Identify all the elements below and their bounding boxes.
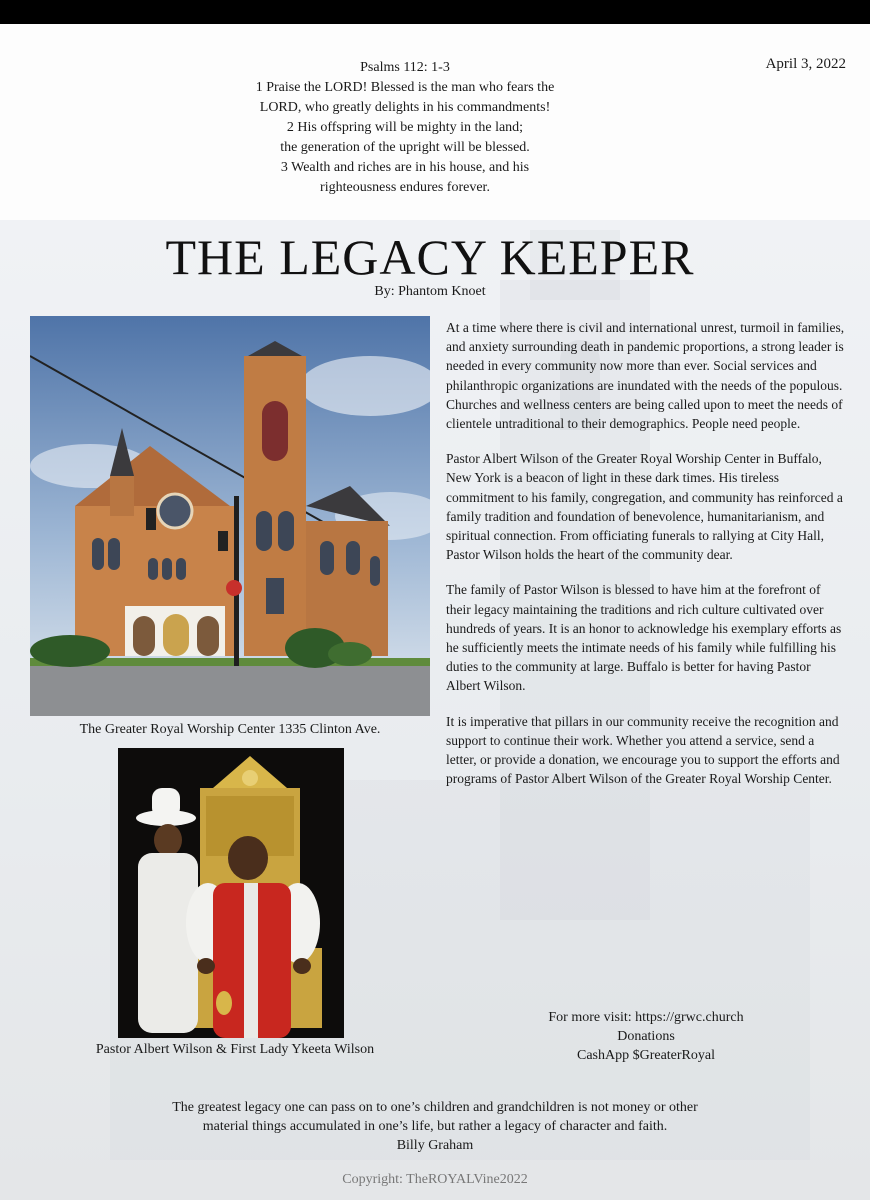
couple-photo (118, 748, 344, 1038)
psalm-line: 2 His offspring will be mighty in the land; (286, 120, 524, 135)
psalm-line: 1 Praise the LORD! Blessed is the man who fears the (255, 80, 555, 95)
quote-line: material things accumulated in one’s life, but rather a legacy of character and faith. (202, 1119, 668, 1134)
psalm-line: 3 Wealth and riches are in his house, and his (280, 160, 530, 175)
quote-author: Billy Graham (396, 1138, 474, 1153)
article-paragraph: At a time where there is civil and international unrest, turmoil in families, and anxiety surrounding death in pandemic proportions, a strong leader is needed in every community now more than ever. Social services and philanthropic organizations are inundated with the needs of the populous. Churches and wellness centers are being called upon to meet the needs of clientele untraditional to their demographics. People need people. (446, 320, 845, 432)
cashapp-handle: CashApp $GreaterRoyal (576, 1048, 716, 1063)
couple-photo-caption: Pastor Albert Wilson & First Lady Ykeeta Wilson (95, 1042, 375, 1057)
psalm-passage (200, 58, 610, 198)
article-byline: By: Phantom Knoet (374, 284, 486, 299)
article-title: THE LEGACY KEEPER (165, 229, 695, 285)
copyright-notice: Copyright: TheROYALVine2022 (342, 1172, 528, 1187)
article-paragraph: The family of Pastor Wilson is blessed to have him at the forefront of their legacy maintaining the traditions and rich culture cultivated over hundreds of years. It is an honor to acknowledge his exemplary efforts as he sufficiently meets the intimate needs of his family while fulfilling his duties to the community at large. Buffalo is better for having Pastor Albert Wilson. (446, 582, 842, 694)
church-photo-caption: The Greater Royal Worship Center 1335 Clinton Ave. (79, 722, 381, 737)
article-paragraph: Pastor Albert Wilson of the Greater Royal Worship Center in Buffalo, New York is a beacon of light in these dark times. His tireless commitment to his family, congregation, and community has reinforced a family tradition and foundation of benevolence, humanitarianism, and spiritual connection. From officiating funerals to rallying at City Hall, Pastor Wilson holds the heart of the community dear. (446, 451, 843, 563)
donations-label: Donations (617, 1029, 675, 1044)
closing-quote (60, 1098, 810, 1155)
church-photo (30, 316, 430, 716)
issue-date: April 3, 2022 (765, 56, 846, 72)
website-link[interactable]: For more visit: https://grwc.church (548, 1010, 744, 1025)
quote-line: The greatest legacy one can pass on to one’s children and grandchildren is not money or other (172, 1100, 698, 1115)
psalm-reference: Psalms 112: 1-3 (360, 60, 450, 75)
psalm-line: righteousness endures forever. (320, 180, 490, 195)
top-bar (0, 0, 870, 24)
contact-block (446, 1008, 846, 1065)
psalm-line: LORD, who greatly delights in his commandments! (259, 100, 551, 115)
church-illustration (30, 316, 430, 716)
psalm-line: the generation of the upright will be blessed. (280, 140, 530, 155)
article-paragraph: It is imperative that pillars in our community receive the recognition and support to continue their work. Whether you attend a service, send a letter, or provide a donation, we encourage you to support the efforts and programs of Pastor Albert Wilson of the Greater Royal Worship Center. (446, 713, 840, 787)
article-body (446, 318, 846, 804)
pastor-couple-illustration (118, 748, 344, 1038)
